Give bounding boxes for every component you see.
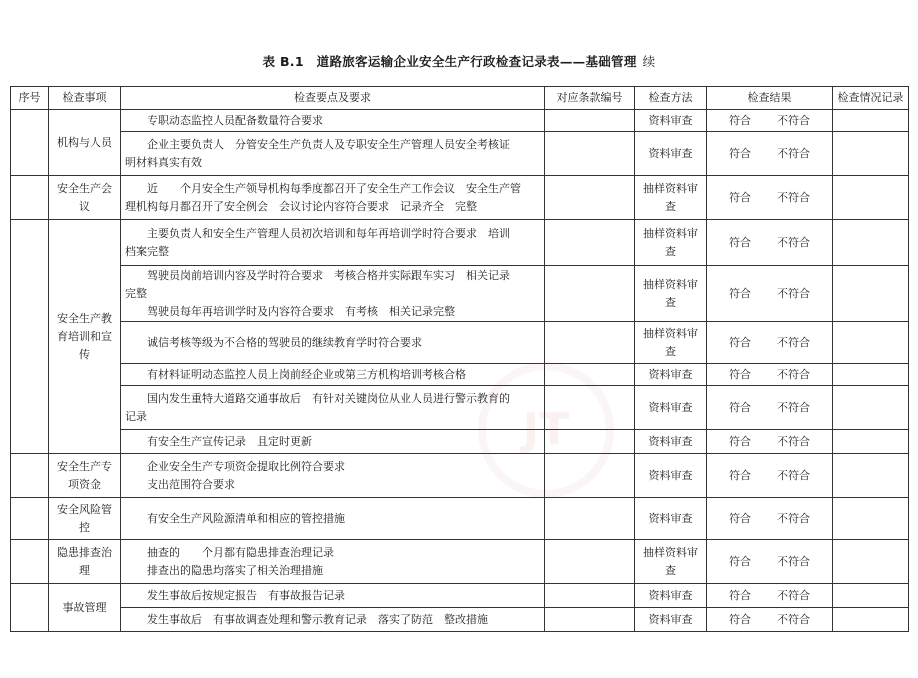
record-cell[interactable] <box>833 498 909 540</box>
method-cell: 抽样资料审查 <box>635 322 707 364</box>
requirement-line: 理机构每月都召开了安全例会 会议讨论内容符合要求 记录齐全 完整 <box>125 199 477 213</box>
col-method-header: 检查方法 <box>635 87 707 110</box>
header-row <box>11 87 909 110</box>
method-cell: 抽样资料审查 <box>635 266 707 322</box>
clause-number-cell[interactable] <box>545 220 635 266</box>
result-fail-option[interactable]: 不符合 <box>777 468 810 482</box>
requirement-cell <box>121 386 545 430</box>
table-row <box>11 266 909 322</box>
table-row <box>11 430 909 454</box>
requirement-line: 有材料证明动态监控人员上岗前经企业或第三方机构培训考核合格 <box>125 367 466 381</box>
method-cell: 抽样资料审查 <box>635 176 707 220</box>
requirement-line: 有安全生产宣传记录 且定时更新 <box>125 434 312 448</box>
requirement-line: 专职动态监控人员配备数量符合要求 <box>125 113 323 127</box>
requirement-cell <box>121 608 545 632</box>
table-row <box>11 454 909 498</box>
table-row <box>11 540 909 584</box>
inspection-record-table <box>10 86 909 632</box>
record-cell[interactable] <box>833 386 909 430</box>
method-cell: 抽样资料审查 <box>635 220 707 266</box>
inspection-item-cell: 安全生产会议 <box>49 176 121 220</box>
record-cell[interactable] <box>833 540 909 584</box>
requirement-line: 发生事故后按规定报告 有事故报告记录 <box>125 588 345 602</box>
clause-number-cell[interactable] <box>545 498 635 540</box>
result-cell <box>707 608 833 632</box>
requirement-cell <box>121 540 545 584</box>
requirement-line: 完整 <box>125 286 147 300</box>
result-fail-option[interactable]: 不符合 <box>777 190 810 204</box>
table-row <box>11 132 909 176</box>
requirement-cell <box>121 220 545 266</box>
record-cell[interactable] <box>833 430 909 454</box>
method-cell: 资料审查 <box>635 364 707 386</box>
record-cell[interactable] <box>833 584 909 608</box>
requirement-cell <box>121 322 545 364</box>
method-cell: 资料审查 <box>635 110 707 132</box>
record-cell[interactable] <box>833 608 909 632</box>
result-pass-option[interactable]: 符合 <box>729 235 751 249</box>
result-pass-option[interactable]: 符合 <box>729 468 751 482</box>
col-record-header: 检查情况记录 <box>833 87 909 110</box>
result-fail-option[interactable]: 不符合 <box>777 434 810 448</box>
result-fail-option[interactable]: 不符合 <box>777 367 810 381</box>
record-cell[interactable] <box>833 132 909 176</box>
col-clause-header: 对应条款编号 <box>545 87 635 110</box>
clause-number-cell[interactable] <box>545 364 635 386</box>
inspection-item-cell: 安全生产教育培训和宣传 <box>49 220 121 454</box>
method-cell: 资料审查 <box>635 498 707 540</box>
table-row <box>11 110 909 132</box>
method-cell: 资料审查 <box>635 454 707 498</box>
inspection-item-cell: 安全风险管控 <box>49 498 121 540</box>
result-fail-option[interactable]: 不符合 <box>777 335 810 349</box>
result-fail-option[interactable]: 不符合 <box>777 588 810 602</box>
record-cell[interactable] <box>833 454 909 498</box>
result-fail-option[interactable]: 不符合 <box>777 511 810 525</box>
result-fail-option[interactable]: 不符合 <box>777 554 810 568</box>
clause-number-cell[interactable] <box>545 322 635 364</box>
result-cell <box>707 498 833 540</box>
seq-cell <box>11 454 49 498</box>
result-pass-option[interactable]: 符合 <box>729 113 751 127</box>
inspection-item-cell: 隐患排查治理 <box>49 540 121 584</box>
result-pass-option[interactable]: 符合 <box>729 367 751 381</box>
clause-number-cell[interactable] <box>545 608 635 632</box>
result-pass-option[interactable]: 符合 <box>729 335 751 349</box>
method-cell: 资料审查 <box>635 386 707 430</box>
table-row <box>11 608 909 632</box>
result-cell <box>707 110 833 132</box>
result-cell <box>707 176 833 220</box>
result-cell <box>707 266 833 322</box>
result-pass-option[interactable]: 符合 <box>729 146 751 160</box>
table-title <box>0 52 918 70</box>
seq-cell <box>11 176 49 220</box>
seq-cell <box>11 498 49 540</box>
requirement-line: 档案完整 <box>125 244 169 258</box>
requirement-line: 排查出的隐患均落实了相关治理措施 <box>125 563 323 577</box>
result-cell <box>707 540 833 584</box>
title-continued-mark: 续 <box>642 54 656 69</box>
result-pass-option[interactable]: 符合 <box>729 588 751 602</box>
table-row <box>11 176 909 220</box>
table-title-text: 表 B.1 道路旅客运输企业安全生产行政检查记录表——基础管理 <box>262 54 637 69</box>
result-pass-option[interactable]: 符合 <box>729 286 751 300</box>
result-cell <box>707 386 833 430</box>
result-cell <box>707 220 833 266</box>
method-cell: 资料审查 <box>635 132 707 176</box>
result-cell <box>707 364 833 386</box>
result-pass-option[interactable]: 符合 <box>729 434 751 448</box>
record-cell[interactable] <box>833 220 909 266</box>
seq-cell <box>11 540 49 584</box>
clause-number-cell[interactable] <box>545 266 635 322</box>
clause-number-cell[interactable] <box>545 430 635 454</box>
requirement-line: 驾驶员每年再培训学时及内容符合要求 有考核 相关记录完整 <box>125 304 455 318</box>
requirement-line: 近 个月安全生产领导机构每季度都召开了安全生产工作会议 安全生产管 <box>125 181 521 195</box>
table-row <box>11 386 909 430</box>
requirement-line: 企业安全生产专项资金提取比例符合要求 <box>125 459 345 473</box>
record-cell[interactable] <box>833 266 909 322</box>
requirement-cell <box>121 498 545 540</box>
result-cell <box>707 584 833 608</box>
requirement-line: 企业主要负责人 分管安全生产负责人及专职安全生产管理人员安全考核证 <box>125 137 510 151</box>
inspection-item-cell: 事故管理 <box>49 584 121 632</box>
clause-number-cell[interactable] <box>545 386 635 430</box>
result-fail-option[interactable]: 不符合 <box>777 146 810 160</box>
method-cell: 资料审查 <box>635 430 707 454</box>
clause-number-cell[interactable] <box>545 540 635 584</box>
col-item-header: 检查事项 <box>49 87 121 110</box>
col-result-header: 检查结果 <box>707 87 833 110</box>
result-fail-option[interactable]: 不符合 <box>777 235 810 249</box>
table-body <box>11 110 909 632</box>
record-cell[interactable] <box>833 364 909 386</box>
requirement-line: 诚信考核等级为不合格的驾驶员的继续教育学时符合要求 <box>125 335 422 349</box>
result-pass-option[interactable]: 符合 <box>729 190 751 204</box>
result-pass-option[interactable]: 符合 <box>729 612 751 626</box>
clause-number-cell[interactable] <box>545 132 635 176</box>
requirement-cell <box>121 110 545 132</box>
requirement-cell <box>121 454 545 498</box>
result-cell <box>707 132 833 176</box>
requirement-line: 发生事故后 有事故调查处理和警示教育记录 落实了防范 整改措施 <box>125 612 488 626</box>
table-row <box>11 220 909 266</box>
table-row <box>11 498 909 540</box>
requirement-cell <box>121 364 545 386</box>
inspection-item-cell: 安全生产专项资金 <box>49 454 121 498</box>
requirement-cell <box>121 430 545 454</box>
result-fail-option[interactable]: 不符合 <box>777 612 810 626</box>
seq-cell <box>11 584 49 632</box>
clause-number-cell[interactable] <box>545 584 635 608</box>
result-pass-option[interactable]: 符合 <box>729 511 751 525</box>
requirement-line: 主要负责人和安全生产管理人员初次培训和每年再培训学时符合要求 培训 <box>125 226 510 240</box>
clause-number-cell[interactable] <box>545 176 635 220</box>
requirement-cell <box>121 266 545 322</box>
table-row <box>11 322 909 364</box>
requirement-line: 国内发生重特大道路交通事故后 有针对关键岗位从业人员进行警示教育的 <box>125 391 510 405</box>
requirement-line: 记录 <box>125 409 147 423</box>
result-cell <box>707 454 833 498</box>
record-cell[interactable] <box>833 110 909 132</box>
result-fail-option[interactable]: 不符合 <box>777 286 810 300</box>
requirement-line: 驾驶员岗前培训内容及学时符合要求 考核合格并实际跟车实习 相关记录 <box>125 268 510 282</box>
clause-number-cell[interactable] <box>545 110 635 132</box>
inspection-item-cell: 机构与人员 <box>49 110 121 176</box>
col-requirement-header: 检查要点及要求 <box>121 87 545 110</box>
result-fail-option[interactable]: 不符合 <box>777 113 810 127</box>
method-cell: 资料审查 <box>635 608 707 632</box>
requirement-cell <box>121 176 545 220</box>
result-fail-option[interactable]: 不符合 <box>777 400 810 414</box>
record-cell[interactable] <box>833 322 909 364</box>
result-cell <box>707 322 833 364</box>
method-cell: 抽样资料审查 <box>635 540 707 584</box>
result-cell <box>707 430 833 454</box>
requirement-line: 明材料真实有效 <box>125 155 202 169</box>
record-cell[interactable] <box>833 176 909 220</box>
requirement-line: 支出范围符合要求 <box>125 477 235 491</box>
col-seq-header: 序号 <box>11 87 49 110</box>
clause-number-cell[interactable] <box>545 454 635 498</box>
requirement-cell <box>121 132 545 176</box>
requirement-line: 有安全生产风险源清单和相应的管控措施 <box>125 511 345 525</box>
method-cell: 资料审查 <box>635 584 707 608</box>
seq-cell <box>11 220 49 454</box>
watermark-logo: JT <box>478 362 614 498</box>
table-row <box>11 364 909 386</box>
requirement-line: 抽查的 个月都有隐患排查治理记录 <box>125 545 334 559</box>
seq-cell <box>11 110 49 176</box>
result-pass-option[interactable]: 符合 <box>729 554 751 568</box>
table-row <box>11 584 909 608</box>
requirement-cell <box>121 584 545 608</box>
result-pass-option[interactable]: 符合 <box>729 400 751 414</box>
